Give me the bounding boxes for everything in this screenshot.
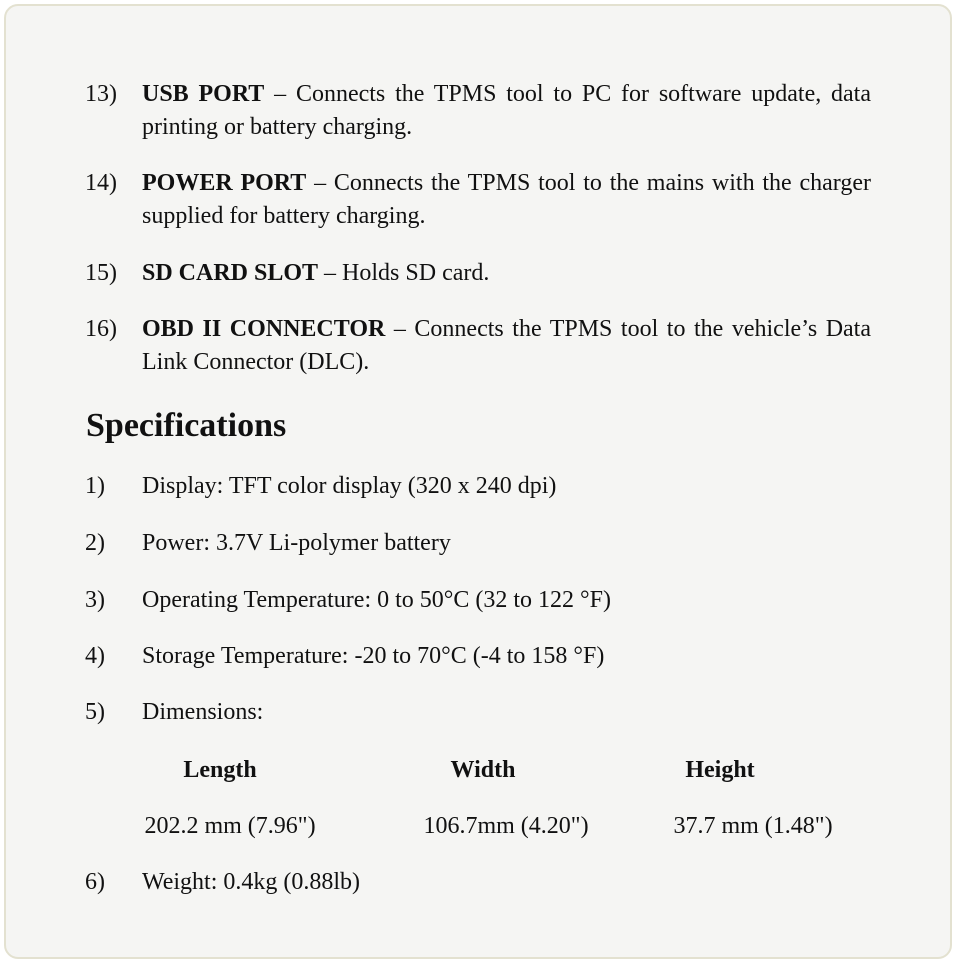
spec-number: 2) [85, 530, 105, 556]
feature-name: USB PORT [142, 81, 265, 107]
spec-text: Weight: 0.4kg (0.88lb) [142, 869, 361, 895]
dimension-value-height: 37.7 mm (1.48") [673, 813, 833, 839]
feature-item-usb-port [85, 78, 871, 144]
dimension-value-length: 202.2 mm (7.96") [144, 813, 316, 839]
feature-number: 16) [85, 316, 117, 342]
spec-item-storage-temperature [85, 640, 604, 672]
feature-number: 13) [85, 81, 117, 107]
spec-number: 1) [85, 473, 105, 499]
spec-text: Display: TFT color display (320 x 240 dpi) [142, 473, 557, 499]
spec-text: Power: 3.7V Li-polymer battery [142, 530, 451, 556]
spec-item-display [85, 470, 556, 502]
dimension-header-width: Width [450, 757, 516, 783]
spec-item-dimensions [85, 696, 263, 728]
feature-description: – Connects the TPMS tool to the vehicle’s Data Link Connector (DLC). [142, 316, 871, 375]
section-heading-specifications: Specifications [86, 407, 287, 444]
feature-description: – Connects the TPMS tool to PC for software update, data printing or battery charging. [142, 81, 871, 140]
spec-item-power [85, 527, 451, 559]
feature-name: SD CARD SLOT [142, 260, 319, 286]
dimension-header-height: Height [685, 757, 755, 783]
feature-number: 14) [85, 170, 117, 196]
spec-text: Storage Temperature: -20 to 70°C (-4 to 158 °F) [142, 643, 605, 669]
feature-item-power-port [85, 167, 871, 233]
feature-item-obd-connector [85, 313, 871, 379]
feature-number: 15) [85, 260, 117, 286]
spec-text: Dimensions: [142, 699, 264, 725]
dimension-header-length: Length [183, 757, 257, 783]
spec-item-operating-temperature [85, 584, 611, 616]
spec-number: 4) [85, 643, 105, 669]
spec-text: Operating Temperature: 0 to 50°C (32 to 122 °F) [142, 587, 611, 613]
dimension-value-width: 106.7mm (4.20") [423, 813, 589, 839]
spec-number: 3) [85, 587, 105, 613]
feature-description: – Holds SD card. [318, 260, 490, 286]
feature-item-sd-card-slot [85, 257, 871, 290]
spec-number: 6) [85, 869, 105, 895]
spec-item-weight [85, 866, 360, 898]
feature-name: POWER PORT [142, 170, 307, 196]
feature-description: – Connects the TPMS tool to the mains with the charger supplied for battery charging. [142, 170, 871, 229]
spec-number: 5) [85, 699, 105, 725]
feature-name: OBD II CONNECTOR [142, 316, 386, 342]
